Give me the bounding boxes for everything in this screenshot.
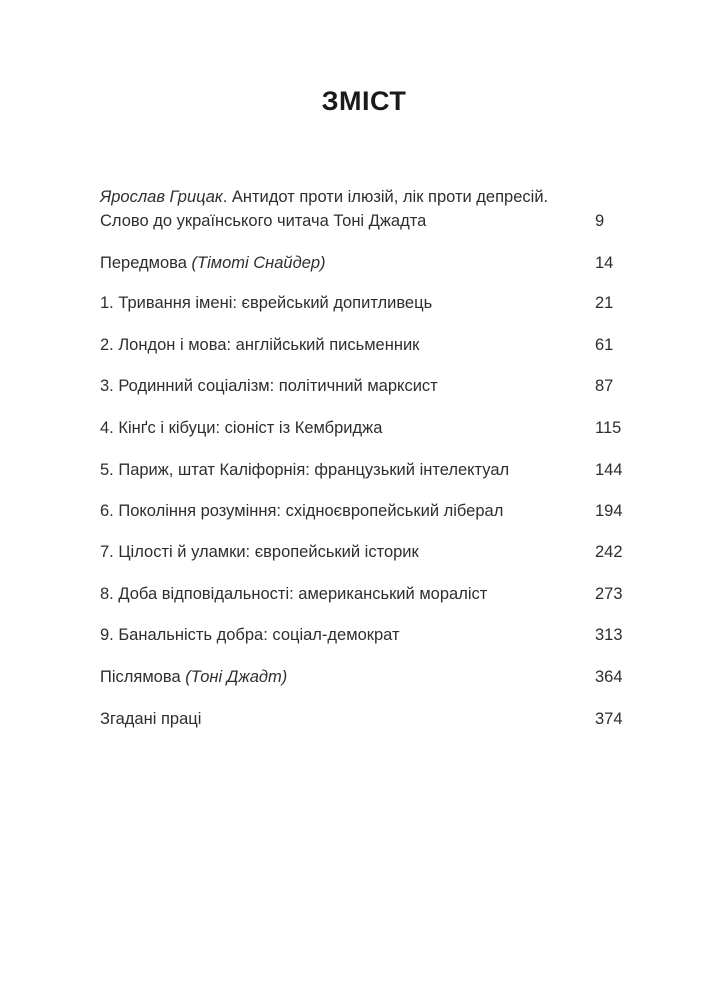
toc-entry-title	[100, 251, 326, 275]
toc-entry	[100, 374, 640, 398]
toc-entry-text: 7. Цілості й уламки: європейський історик	[100, 543, 419, 561]
toc-entry	[100, 707, 640, 731]
toc-entry	[100, 665, 640, 689]
toc-entry-text: 8. Доба відповідальності: американський мораліст	[100, 585, 488, 603]
toc-entry	[100, 185, 640, 209]
toc-entry-text: 4. Кінґс і кібуци: сіоніст із Кембриджа	[100, 419, 383, 437]
toc-page-number: 313	[595, 626, 623, 644]
toc-entry-text: Післямова	[100, 668, 186, 686]
toc-entry-title	[100, 291, 432, 315]
toc-entry-title	[100, 458, 509, 482]
toc-entry-author: (Тімоті Снайдер)	[191, 254, 326, 272]
toc-page-number: 115	[595, 419, 622, 437]
toc-entry	[100, 209, 640, 233]
toc-entry-text: Слово до українського читача Тоні Джадта	[100, 212, 427, 230]
toc-page-number: 242	[595, 543, 623, 561]
toc-page-number: 87	[595, 377, 614, 395]
toc-entry-title	[100, 333, 419, 357]
toc-entry	[100, 623, 640, 647]
toc-page-number: 9	[595, 212, 605, 230]
toc-entry-author: Ярослав Грицак	[100, 188, 223, 206]
toc-page-number: 273	[595, 585, 623, 603]
toc-entry-title	[100, 540, 419, 564]
toc-page-number: 144	[595, 461, 623, 479]
toc-entry-title	[100, 499, 503, 523]
toc-entry-title	[100, 707, 201, 731]
toc-entry-title	[100, 416, 382, 440]
toc-page-number: 364	[595, 668, 623, 686]
toc-entry-author: (Тоні Джадт)	[185, 668, 288, 686]
toc-entry-text: Згадані праці	[100, 710, 202, 728]
toc-entry	[100, 251, 640, 275]
toc-entry-title	[100, 209, 426, 233]
toc-entry-text: 3. Родинний соціалізм: політичний марксист	[100, 377, 438, 395]
toc-page-number: 61	[595, 336, 614, 354]
toc-entry-title	[100, 185, 548, 209]
toc-page-number: 374	[595, 710, 623, 728]
toc-entry-text: 6. Покоління розуміння: східноєвропейський ліберал	[100, 502, 504, 520]
toc-entry	[100, 416, 640, 440]
toc-entry	[100, 499, 640, 523]
toc-entry-text: . Антидот проти ілюзій, лік проти депресій.	[222, 188, 549, 206]
toc-entry-title	[100, 665, 287, 689]
toc-entry-text: 9. Банальність добра: соціал-демократ	[100, 626, 400, 644]
toc-entry-title	[100, 374, 438, 398]
toc-entry-text: 2. Лондон і мова: англійський письменник	[100, 336, 420, 354]
toc-entry	[100, 333, 640, 357]
toc-page-number: 194	[595, 502, 623, 520]
toc-entry-text: 5. Париж, штат Каліфорнія: французький інтелектуал	[100, 461, 510, 479]
toc-page-number: 14	[595, 254, 614, 272]
toc-entry	[100, 540, 640, 564]
toc-page-number: 21	[595, 294, 614, 312]
toc-entry-title	[100, 582, 487, 606]
toc-entry	[100, 582, 640, 606]
page-title: ЗМІСТ	[321, 86, 407, 116]
toc-entry	[100, 291, 640, 315]
toc-entry	[100, 458, 640, 482]
toc-entry-text: 1. Тривання імені: єврейський допитливець	[100, 294, 433, 312]
toc-entry-title	[100, 623, 400, 647]
toc-entry-text: Передмова	[100, 254, 192, 272]
